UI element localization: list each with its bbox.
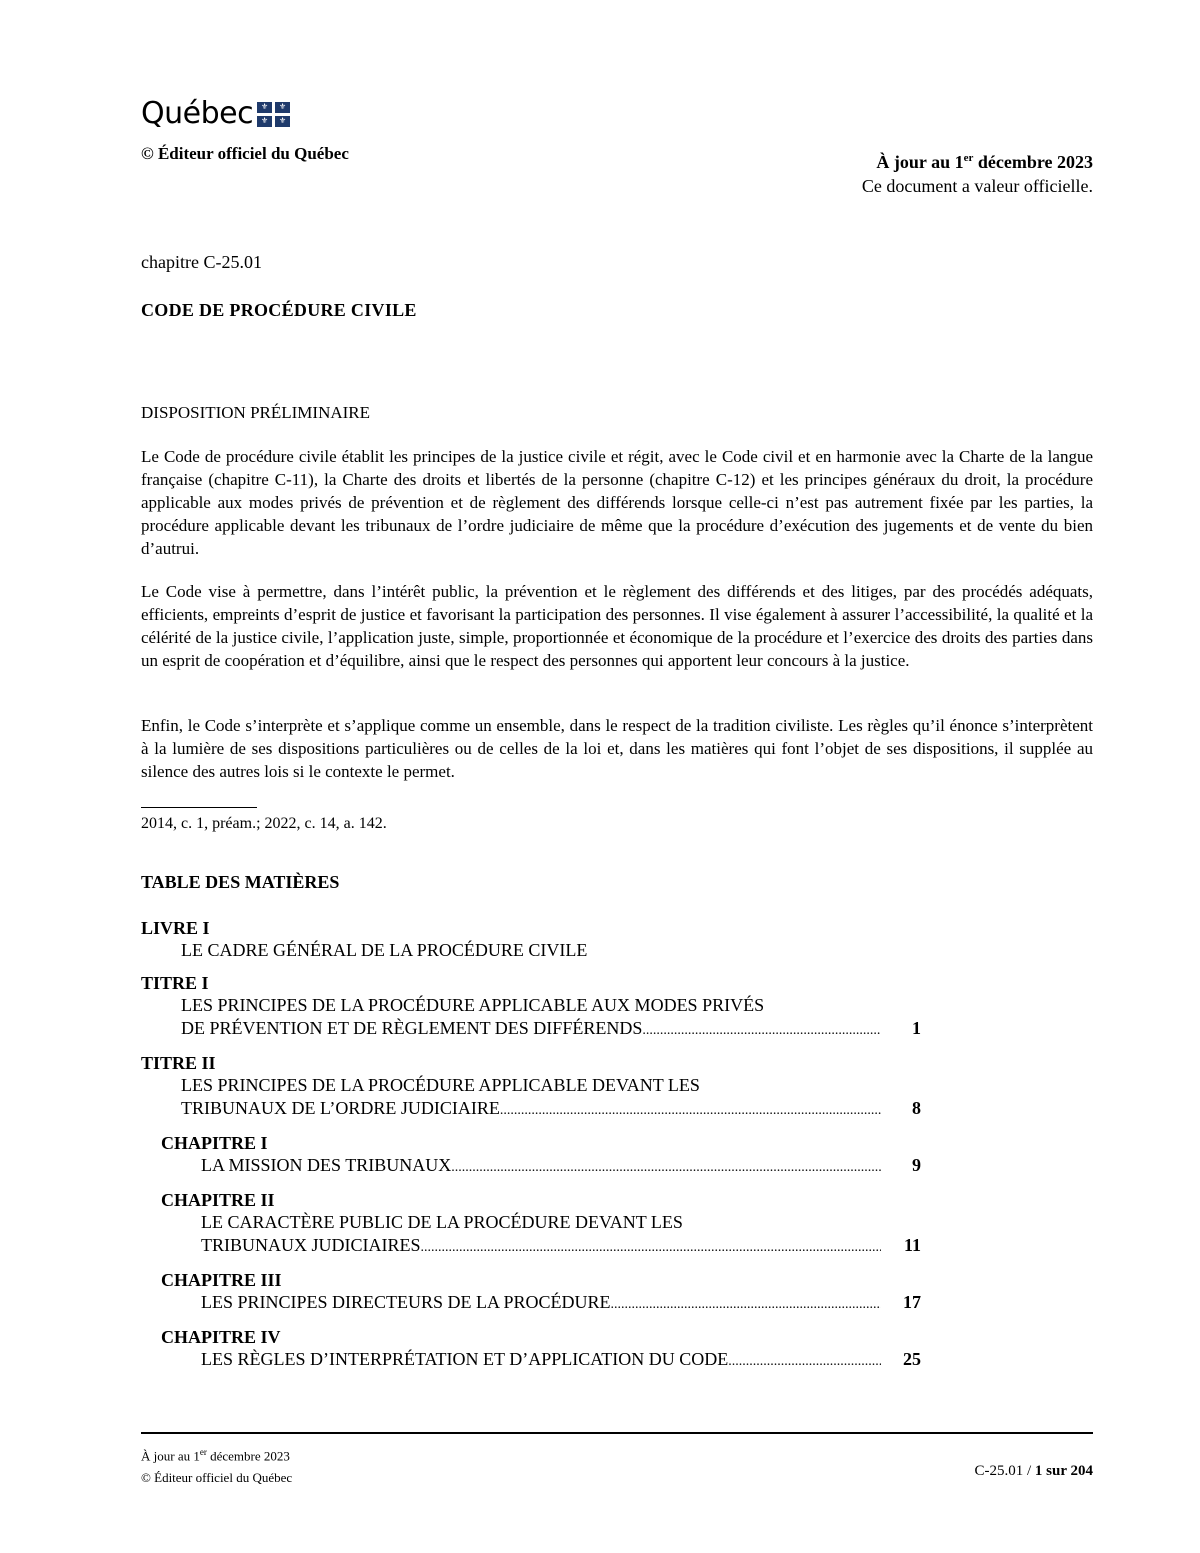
quebec-logo <box>141 96 290 132</box>
toc-page-number[interactable]: 11 <box>903 1235 921 1255</box>
footer-publisher: © Éditeur officiel du Québec <box>141 1470 293 1486</box>
toc-page-number[interactable]: 1 <box>912 1018 921 1038</box>
toc-entry-label: CHAPITRE I <box>161 1133 268 1153</box>
toc-entry-text: TRIBUNAUX DE L’ORDRE JUDICIAIRE <box>181 1098 500 1118</box>
footer-divider <box>141 1432 1093 1434</box>
logo-wordmark: Québec <box>141 96 254 131</box>
official-note: Ce document a valeur officielle. <box>861 176 1093 196</box>
paragraph: Le Code de procédure civile établit les principes de la justice civile et régit, avec le Code civil et en harmonie avec la Charte de la langue française (chapitre C-11), la Charte des droits et libertés de la personne (chapitre C-12) et les principes généraux du droit, la procédure applicable aux modes privés de prévention et de règlement des différends lorsque celle-ci n’est pas autrement fixée par les parties, la procédure applicable devant les tribunaux de l’ordre judiciaire de même que la procédure d’exécution des jugements et de vente du bien d’autrui. <box>141 447 1093 558</box>
footnote-divider <box>141 807 257 808</box>
toc-entry-text: TRIBUNAUX JUDICIAIRES <box>201 1235 421 1255</box>
footer-info <box>141 1441 292 1489</box>
toc-entry-text: LES PRINCIPES DE LA PROCÉDURE APPLICABLE AUX MODES PRIVÉS <box>181 995 765 1015</box>
document-title: CODE DE PROCÉDURE CIVILE <box>141 300 417 320</box>
update-date: À jour au 1er décembre 2023 <box>876 152 1093 172</box>
toc-entry-text: LES RÈGLES D’INTERPRÉTATION ET D’APPLICATION DU CODE <box>201 1349 729 1369</box>
toc-entry-label: CHAPITRE III <box>161 1270 282 1290</box>
toc-entry[interactable] <box>141 1052 921 1122</box>
toc-entry[interactable] <box>141 1269 921 1316</box>
page-indicator: C-25.01 / 1 sur 204 <box>974 1463 1093 1479</box>
toc-entry-text: LES PRINCIPES DIRECTEURS DE LA PROCÉDURE <box>201 1292 611 1312</box>
toc-page-number[interactable]: 9 <box>912 1155 921 1175</box>
toc-entry[interactable] <box>141 972 921 1042</box>
toc-entry-text: LA MISSION DES TRIBUNAUX <box>201 1155 452 1175</box>
toc-entry-label: TITRE II <box>141 1053 216 1073</box>
update-info <box>862 146 1093 198</box>
toc-entry-label: LIVRE I <box>141 918 210 938</box>
toc-entry-text: DE PRÉVENTION ET DE RÈGLEMENT DES DIFFÉRENDS <box>181 1018 643 1038</box>
fleur-de-lis-flag-icon: ⚜ ⚜ ⚜ ⚜ <box>257 102 290 127</box>
footer-date: À jour au 1er décembre 2023 <box>141 1447 290 1464</box>
toc-entry[interactable] <box>141 1326 921 1373</box>
toc-entry[interactable] <box>141 917 921 962</box>
toc-entry-label: CHAPITRE IV <box>161 1327 281 1347</box>
toc-entry-label: TITRE I <box>141 973 209 993</box>
toc-entry-text: LES PRINCIPES DE LA PROCÉDURE APPLICABLE DEVANT LES <box>181 1075 700 1095</box>
table-of-contents <box>141 917 921 1383</box>
paragraph: Le Code vise à permettre, dans l’intérêt public, la prévention et le règlement des différends et des litiges, par des procédés adéquats, efficients, empreints d’esprit de justice et favorisant la participation des personnes. Il vise également à assurer l’accessibilité, la qualité et la célérité de la justice civile, l’application juste, simple, proportionnée et économique de la procédure et l’exercice des droits des parties dans un esprit de coopération et d’équilibre, ainsi que le respect des personnes qui apportent leur concours à la justice. <box>141 582 1093 670</box>
toc-page-number[interactable]: 17 <box>903 1292 921 1312</box>
toc-page-number[interactable]: 25 <box>903 1349 921 1369</box>
toc-entry-text: LE CADRE GÉNÉRAL DE LA PROCÉDURE CIVILE <box>181 940 588 960</box>
toc-entry-label: CHAPITRE II <box>161 1190 275 1210</box>
dot-leader <box>421 1236 882 1259</box>
chapter-reference: chapitre C-25.01 <box>141 252 262 272</box>
paragraph: Enfin, le Code s’interprète et s’applique comme un ensemble, dans le respect de la tradition civiliste. Les règles qu’il énonce s’interprètent à la lumière de ses dispositions particulières ou de celles de la loi et, dans les matières qui font l’objet de ses dispositions, il supplée au silence des autres lois si le contexte le permet. <box>141 716 1093 781</box>
toc-entry-text: LE CARACTÈRE PUBLIC DE LA PROCÉDURE DEVANT LES <box>201 1212 683 1232</box>
toc-entry[interactable] <box>141 1132 921 1179</box>
dot-leader <box>500 1099 881 1122</box>
dot-leader <box>451 1156 881 1179</box>
toc-page-number[interactable]: 8 <box>912 1098 921 1118</box>
footnote: 2014, c. 1, préam.; 2022, c. 14, a. 142. <box>141 815 387 832</box>
dot-leader <box>642 1019 881 1042</box>
dot-leader <box>611 1293 881 1316</box>
dot-leader <box>728 1350 881 1373</box>
toc-entry[interactable] <box>141 1189 921 1259</box>
toc-title: TABLE DES MATIÈRES <box>141 872 340 892</box>
publisher-label: © Éditeur officiel du Québec <box>141 144 349 163</box>
preliminary-heading: DISPOSITION PRÉLIMINAIRE <box>141 403 371 422</box>
